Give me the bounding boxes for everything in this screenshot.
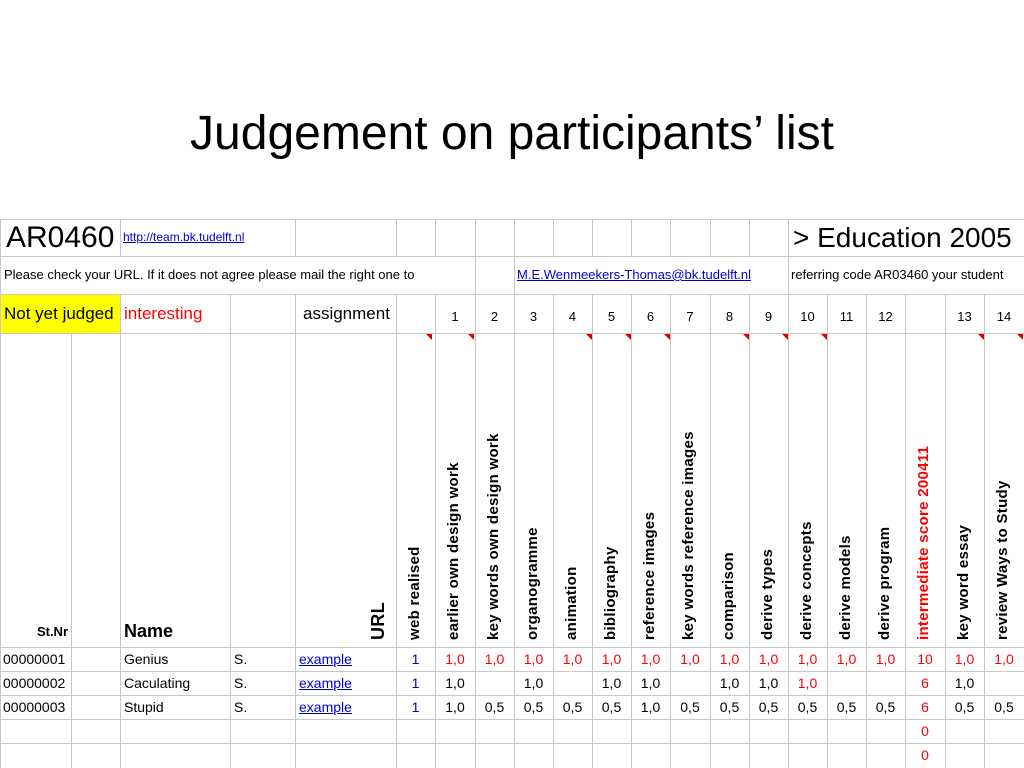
assignment-header: key word essay: [955, 524, 972, 640]
grid-col-line: [749, 219, 750, 256]
score-cell: [553, 671, 592, 695]
grid-col-line: [553, 219, 554, 256]
score-cell: 1,0: [445, 675, 465, 691]
score-cell: 1,0: [797, 651, 818, 667]
grid-col-line: [0, 294, 1, 768]
assignment-header: derive concepts: [798, 521, 815, 640]
education-label: > Education 2005: [793, 222, 1012, 253]
score-cell: [945, 719, 984, 743]
student-number: [3, 743, 70, 768]
score-cell: [514, 743, 553, 768]
assignment-header: web realised: [406, 546, 423, 640]
score-cell: 1,0: [640, 699, 661, 715]
student-url-link[interactable]: [299, 743, 394, 768]
comment-marker: [586, 334, 592, 340]
score-cell: 1,0: [875, 651, 896, 667]
score-cell: [553, 719, 592, 743]
score-cell: [788, 743, 827, 768]
student-name: [124, 743, 229, 768]
interesting-label: interesting: [124, 304, 203, 323]
student-initial: [234, 719, 294, 743]
grid-col-line: [120, 294, 121, 768]
score-cell: [475, 743, 514, 768]
student-number: 00000002: [3, 675, 66, 691]
student-number: [3, 719, 70, 743]
student-url-link[interactable]: example: [299, 651, 352, 667]
student-initial: [234, 743, 294, 768]
grid-col-line: [0, 219, 1, 256]
comment-marker: [468, 334, 474, 340]
grid-col-line: [71, 333, 72, 768]
student-url-link[interactable]: example: [299, 675, 352, 691]
grid-col-line: [710, 219, 711, 256]
score-cell: 1,0: [445, 699, 465, 715]
assignment-header: animation: [563, 566, 580, 640]
assignment-header: key words reference images: [680, 431, 697, 640]
grid-col-line: [514, 256, 515, 294]
assignment-header: comparison: [720, 551, 737, 640]
grid-col-line: [396, 219, 397, 256]
student-initial: S.: [234, 675, 248, 691]
course-code: AR0460: [6, 221, 115, 254]
assignment-number: 6: [646, 309, 655, 324]
score-cell: [514, 719, 553, 743]
score-cell: [670, 671, 710, 695]
assignment-number: 8: [725, 309, 734, 324]
score-cell: 6: [921, 699, 929, 715]
score-cell: [435, 743, 475, 768]
grid-col-line: [0, 256, 1, 294]
score-cell: 1,0: [640, 651, 661, 667]
assignment-header: review Ways to Study: [994, 480, 1011, 640]
score-cell: 1,0: [836, 651, 857, 667]
score-cell: [866, 743, 905, 768]
assignment-number: 11: [839, 309, 854, 324]
score-cell: [553, 743, 592, 768]
student-name: [124, 719, 229, 743]
comment-marker: [978, 334, 984, 340]
score-cell: [984, 743, 1024, 768]
score-cell: [827, 671, 866, 695]
comment-marker: [1017, 334, 1023, 340]
score-cell: 1: [411, 675, 420, 691]
grid-col-line: [514, 219, 515, 256]
grid-col-line: [475, 219, 476, 256]
score-cell: 1,0: [640, 675, 661, 691]
score-cell: [749, 743, 788, 768]
score-cell: 0,5: [758, 699, 779, 715]
score-cell: [670, 719, 710, 743]
score-cell: 0,5: [797, 699, 818, 715]
mail-link[interactable]: M.E.Wenmeekers-Thomas@bk.tudelft.nl: [517, 267, 752, 282]
assignment-header: intermediate score 200411: [915, 445, 932, 640]
score-cell: 1,0: [954, 675, 975, 691]
assignment-number: 3: [529, 309, 538, 324]
grid-col-line: [295, 219, 296, 256]
score-cell: 1,0: [797, 675, 818, 691]
score-cell: 1,0: [954, 651, 975, 667]
assignment-header: derive program: [876, 526, 893, 640]
assignment-number: 1: [451, 309, 459, 324]
score-cell: 0,5: [523, 699, 544, 715]
grid-col-line: [435, 219, 436, 256]
score-cell: [827, 743, 866, 768]
score-cell: [475, 719, 514, 743]
score-cell: [435, 719, 475, 743]
assignment-header: organogramme: [524, 527, 541, 640]
score-cell: 10: [917, 651, 933, 667]
comment-marker: [743, 334, 749, 340]
comment-marker: [426, 334, 432, 340]
score-cell: 1,0: [562, 651, 583, 667]
student-initial: S.: [234, 651, 248, 667]
score-cell: 1,0: [680, 651, 700, 667]
student-name: Caculating: [124, 675, 191, 691]
score-cell: 1: [411, 699, 420, 715]
assignment-header: derive types: [759, 548, 776, 640]
assignment-number: 14: [996, 309, 1012, 324]
score-cell: [984, 719, 1024, 743]
score-cell: 1,0: [445, 651, 465, 667]
slide-title: Judgement on participants’ list: [190, 107, 834, 160]
referring-code-text: referring code AR03460 your student: [791, 267, 1004, 282]
score-cell: [710, 743, 749, 768]
score-cell: 0,5: [680, 699, 700, 715]
score-cell: [710, 719, 749, 743]
score-cell: 0,5: [954, 699, 975, 715]
student-url-link[interactable]: [299, 719, 394, 743]
score-cell: [866, 671, 905, 695]
score-cell: [475, 671, 514, 695]
score-cell: 1,0: [601, 675, 622, 691]
student-name: Stupid: [124, 699, 164, 715]
score-cell: 0,5: [601, 699, 622, 715]
score-cell: 1,0: [719, 651, 740, 667]
score-cell: [631, 743, 670, 768]
comment-marker: [821, 334, 827, 340]
assignment-header: bibliography: [602, 546, 619, 640]
assignment-label: assignment: [303, 304, 390, 323]
score-cell: 0,5: [875, 699, 896, 715]
assignment-number: 9: [764, 309, 773, 324]
comment-marker: [625, 334, 631, 340]
stnr-header: St.Nr: [36, 624, 68, 639]
assignment-number: 7: [686, 309, 694, 324]
score-cell: 6: [921, 675, 929, 691]
score-cell: 0,5: [836, 699, 857, 715]
assignment-header: key words own design work: [485, 433, 502, 640]
score-cell: 0,5: [719, 699, 740, 715]
student-name: Genius: [124, 651, 169, 667]
not-yet-judged-label: Not yet judged: [4, 304, 114, 323]
grid-col-line: [631, 219, 632, 256]
score-cell: 0: [921, 747, 929, 763]
score-cell: 0: [921, 723, 929, 739]
score-cell: [592, 743, 631, 768]
team-url-link[interactable]: http://team.bk.tudelft.nl: [123, 230, 245, 244]
score-cell: 1,0: [484, 651, 505, 667]
assignment-header: reference images: [641, 511, 658, 640]
score-cell: [592, 719, 631, 743]
score-cell: 1: [411, 651, 420, 667]
url-notice: Please check your URL. If it does not agree please mail the right one to: [4, 267, 415, 282]
student-url-link[interactable]: example: [299, 699, 352, 715]
assignment-number: 4: [568, 309, 577, 324]
grid-col-line: [788, 256, 789, 294]
assignment-number: 12: [878, 309, 893, 324]
comment-marker: [664, 334, 670, 340]
score-cell: [631, 719, 670, 743]
student-number: 00000003: [3, 699, 66, 715]
student-initial: S.: [234, 699, 248, 715]
grid-col-line: [120, 219, 121, 256]
assignment-header: earlier own design work: [445, 462, 462, 640]
participants-spreadsheet: [0, 217, 1024, 768]
score-cell: [396, 719, 435, 743]
assignment-number: 2: [490, 309, 499, 324]
student-number: 00000001: [3, 651, 66, 667]
url-header: URL: [368, 602, 388, 640]
assignment-number: 5: [607, 309, 616, 324]
score-cell: 0,5: [484, 699, 505, 715]
grid-col-line: [788, 219, 789, 256]
score-cell: 0,5: [562, 699, 583, 715]
score-cell: [945, 743, 984, 768]
grid-col-line: [475, 256, 476, 294]
score-cell: 1,0: [523, 675, 544, 691]
score-cell: 1,0: [523, 651, 544, 667]
assignment-header: derive models: [837, 535, 854, 640]
grid-col-line: [230, 294, 231, 768]
score-cell: [749, 719, 788, 743]
score-cell: [827, 719, 866, 743]
score-cell: [866, 719, 905, 743]
score-cell: 1,0: [758, 675, 779, 691]
score-cell: 1,0: [758, 651, 779, 667]
grid-col-line: [592, 219, 593, 256]
score-cell: 1,0: [719, 675, 740, 691]
assignment-number: 13: [957, 309, 972, 324]
score-cell: [670, 743, 710, 768]
comment-marker: [782, 334, 788, 340]
score-cell: [788, 719, 827, 743]
grid-col-line: [670, 219, 671, 256]
score-cell: 1,0: [994, 651, 1014, 667]
grid-row-line: [0, 333, 1024, 334]
score-cell: [984, 671, 1024, 695]
grid-col-line: [295, 294, 296, 768]
score-cell: 0,5: [994, 699, 1014, 715]
score-cell: [396, 743, 435, 768]
assignment-number: 10: [800, 309, 815, 324]
name-header: Name: [124, 621, 174, 641]
score-cell: 1,0: [601, 651, 622, 667]
